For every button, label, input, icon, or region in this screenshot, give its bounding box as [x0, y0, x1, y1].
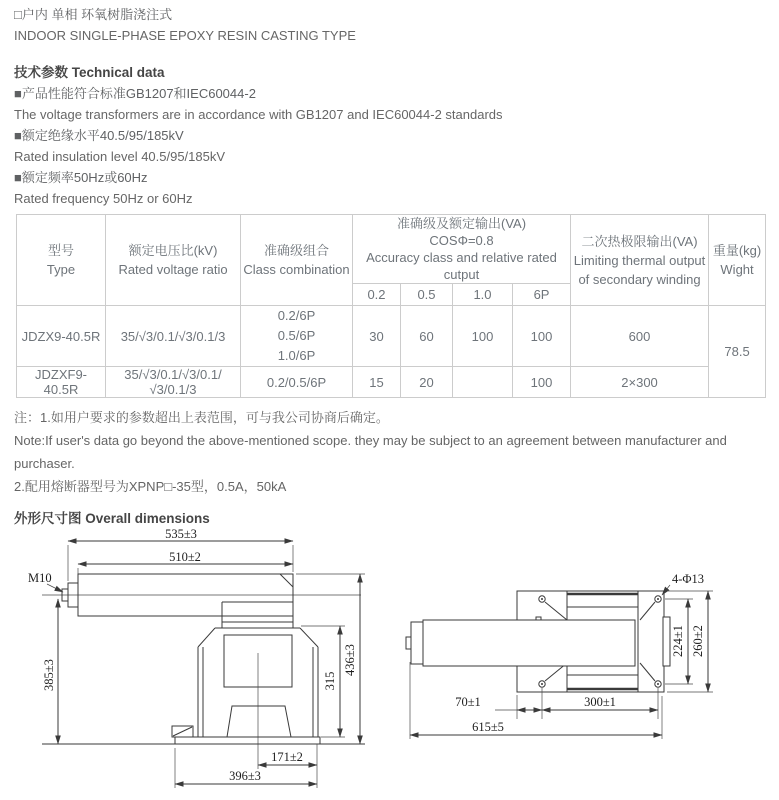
col-header-ratio — [106, 215, 241, 306]
cell-acc10-jdzx9: 100 — [453, 306, 513, 367]
cell-class-combo-jdzx9 — [241, 306, 353, 367]
col-header-thermal-en1: Limiting thermal output — [573, 252, 706, 268]
dim-615-label: 615±5 — [472, 720, 504, 734]
tech-line-insulation-en: Rated insulation level 40.5/95/185kV — [14, 149, 226, 164]
note-line-1: 注：1.如用户要求的参数超出上表范围，可与我公司协商后确定。 — [14, 410, 389, 425]
table-row — [17, 367, 766, 398]
col-header-weight — [709, 215, 766, 306]
col-header-accuracy-en: Accuracy class and relative rated cutput — [366, 250, 557, 282]
col-header-thermal — [571, 215, 709, 306]
class-combo-line: 0.5/6P — [277, 328, 316, 343]
cell-class-combo-jdzxf9: 0.2/0.5/6P — [241, 367, 353, 398]
dim-224-label: 224±1 — [671, 625, 685, 657]
col-header-type — [17, 215, 106, 306]
col-header-type-en: Type — [46, 262, 76, 277]
note-line-3: 2.配用熔断器型号为XPNP□-35型，0.5A，50kA — [14, 479, 287, 494]
technical-data-table — [16, 214, 766, 398]
class-combo-line: 1.0/6P — [277, 348, 316, 363]
right-drawing-top-view — [400, 567, 779, 767]
table-notes — [14, 406, 765, 498]
tech-line-standard-cn: ■产品性能符合标准GB1207和IEC60044-2 — [14, 86, 256, 101]
bushing-top-view — [406, 617, 670, 666]
col-header-ratio-cn: 额定电压比(kV) — [128, 243, 218, 258]
col-header-ratio-en: Rated voltage ratio — [118, 262, 228, 277]
page-title-en: INDOOR SINGLE-PHASE EPOXY RESIN CASTING TYPE — [14, 28, 356, 43]
bolt-holes-label: 4-Φ13 — [672, 572, 705, 586]
cell-type-jdzxf9: JDZXF9-40.5R — [17, 367, 106, 398]
cell-acc10-jdzxf9 — [453, 367, 513, 398]
dim-510-label: 510±2 — [169, 550, 201, 564]
dim-535-label: 535±3 — [165, 529, 197, 541]
technical-data-heading: 技术参数 Technical data — [14, 65, 165, 80]
col-header-class-en: Class combination — [243, 262, 350, 277]
col-header-thermal-cn: 二次热极限输出(VA) — [581, 233, 698, 249]
class-combo-line: 0.2/6P — [277, 308, 316, 323]
col-header-acc-1-0: 1.0 — [453, 284, 513, 306]
dim-396-label: 396±3 — [229, 769, 261, 783]
col-header-class-cn: 准确级组合 — [263, 243, 329, 258]
m10-terminal-label: M10 — [28, 571, 52, 585]
dim-70-label: 70±1 — [455, 695, 481, 709]
col-header-thermal-en2: of secondary winding — [578, 271, 701, 287]
cell-acc05-jdzx9: 60 — [401, 306, 453, 367]
col-header-type-cn: 型号 — [47, 243, 74, 258]
cell-thermal-jdzx9: 600 — [571, 306, 709, 367]
dim-385-label: 385±3 — [42, 659, 56, 691]
col-header-acc-6p: 6P — [513, 284, 571, 306]
dim-300-label: 300±1 — [584, 695, 616, 709]
col-header-class-combination — [241, 215, 353, 306]
cell-acc05-jdzxf9: 20 — [401, 367, 453, 398]
cell-acc6p-jdzxf9: 100 — [513, 367, 571, 398]
cell-acc02-jdzx9: 30 — [353, 306, 401, 367]
cell-ratio-jdzx9: 35/√3/0.1/√3/0.1/3 — [106, 306, 241, 367]
overall-dimensions-heading: 外形尺寸图 Overall dimensions — [14, 511, 210, 526]
cell-acc02-jdzxf9: 15 — [353, 367, 401, 398]
col-header-acc-0-5: 0.5 — [401, 284, 453, 306]
dim-171-label: 171±2 — [271, 750, 303, 764]
tech-line-frequency-en: Rated frequency 50Hz or 60Hz — [14, 191, 193, 206]
left-drawing-side-view — [15, 529, 387, 800]
page-title-cn: □户内 单相 环氧树脂浇注式 — [14, 7, 173, 22]
col-header-accuracy-cos: COSΦ=0.8 — [429, 233, 494, 248]
note-line-2: Note:If user's data go beyond the above-mentioned scope. they may be subject to an agreement between manufacturer and purchaser. — [14, 433, 727, 471]
table-row — [17, 306, 766, 367]
cell-ratio-jdzxf9: 35/√3/0.1/√3/0.1/√3/0.1/3 — [106, 367, 241, 398]
dim-436-label: 436±3 — [343, 644, 357, 676]
col-header-accuracy-cn: 准确级及额定输出(VA) — [396, 216, 527, 231]
dim-315-label: 315 — [323, 671, 337, 691]
tech-line-frequency-cn: ■额定频率50Hz或60Hz — [14, 170, 148, 185]
cell-thermal-jdzxf9: 2×300 — [571, 367, 709, 398]
dim-260-label: 260±2 — [691, 625, 705, 657]
tech-line-insulation-cn: ■额定绝缘水平40.5/95/185kV — [14, 128, 184, 143]
dimension-drawings — [14, 529, 765, 800]
cell-weight: 78.5 — [709, 306, 766, 398]
tech-line-standard-en: The voltage transformers are in accordance with GB1207 and IEC60044-2 standards — [14, 107, 503, 122]
transformer-body-outline — [42, 602, 365, 753]
cell-acc6p-jdzx9: 100 — [513, 306, 571, 367]
base-plate — [175, 737, 320, 744]
end-flange — [663, 617, 670, 666]
col-header-weight-en: Wight — [720, 262, 754, 277]
cell-type-jdzx9: JDZX9-40.5R — [17, 306, 106, 367]
col-header-weight-cn: 重量(kg) — [712, 243, 762, 258]
terminal-block — [227, 706, 291, 737]
col-header-accuracy-group — [353, 215, 571, 284]
col-header-acc-0-2: 0.2 — [353, 284, 401, 306]
